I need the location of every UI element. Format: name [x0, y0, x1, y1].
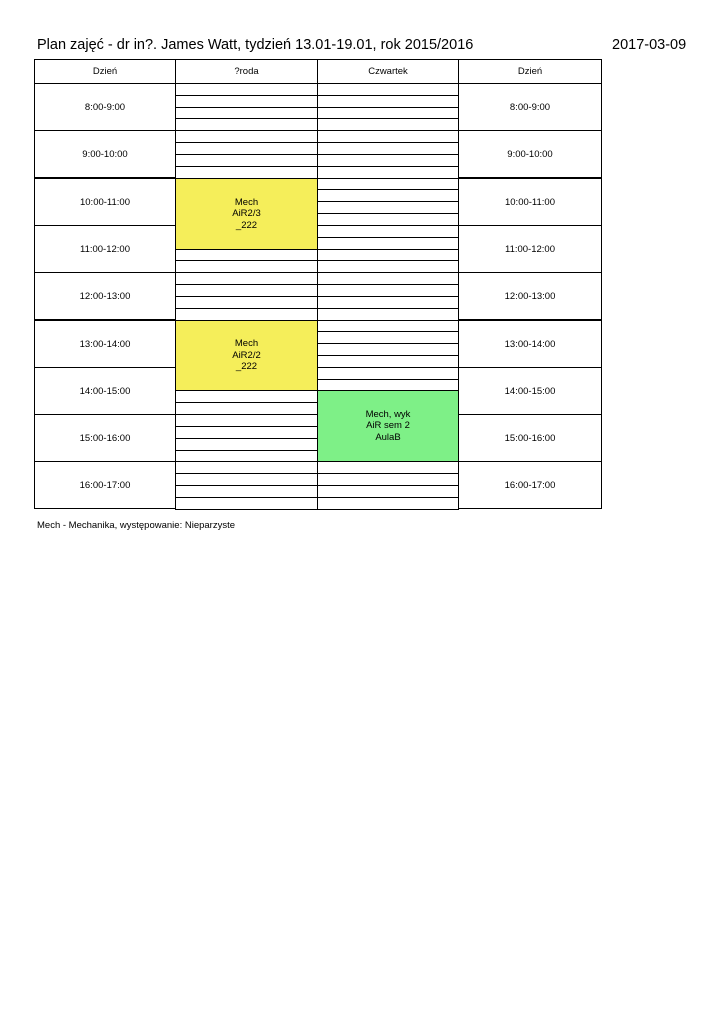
time-cell: 14:00-15:00 — [458, 367, 602, 415]
column-header: Dzień — [458, 59, 602, 84]
slot-line — [318, 355, 458, 356]
time-cell: 13:00-14:00 — [34, 320, 176, 368]
time-cell: 11:00-12:00 — [34, 225, 176, 273]
slot-line — [318, 142, 458, 143]
event-line: AiR sem 2 — [366, 420, 410, 432]
time-cell: 13:00-14:00 — [458, 320, 602, 368]
event-line: _222 — [235, 219, 258, 231]
slot-line — [318, 154, 458, 155]
class-event[interactable] — [175, 320, 318, 391]
slot-line — [176, 485, 317, 486]
legend-note: Mech - Mechanika, występowanie: Nieparzyste — [37, 520, 236, 531]
slot-line — [318, 343, 458, 344]
event-line: AiR2/2 — [232, 349, 261, 361]
slot-line — [318, 296, 458, 297]
column-header: Czwartek — [317, 59, 459, 84]
slot-line — [318, 237, 458, 238]
class-event[interactable] — [175, 178, 318, 250]
time-cell: 15:00-16:00 — [458, 414, 602, 462]
slot-line — [176, 166, 317, 167]
slot-line — [318, 272, 458, 273]
slot-line — [318, 249, 458, 250]
time-cell: 10:00-11:00 — [34, 178, 176, 226]
slot-line — [318, 473, 458, 474]
event-line: Mech — [234, 338, 259, 350]
slot-line — [318, 201, 458, 202]
slot-line — [176, 414, 317, 415]
slot-line — [176, 260, 317, 261]
event-line: Mech, wyk — [365, 408, 411, 420]
slot-line — [176, 107, 317, 108]
time-cell: 8:00-9:00 — [34, 83, 176, 131]
timetable-grid — [34, 59, 601, 509]
slot-line — [318, 497, 458, 498]
page-title: Plan zajęć - dr in?. James Watt, tydzień 13.01-19.01, rok 2015/2016 — [37, 37, 474, 53]
time-cell: 15:00-16:00 — [34, 414, 176, 462]
time-cell: 9:00-10:00 — [458, 130, 602, 178]
slot-line — [176, 426, 317, 427]
time-cell: 16:00-17:00 — [458, 461, 602, 509]
slot-line — [176, 450, 317, 451]
slot-line — [318, 379, 458, 380]
event-line: AiR2/3 — [232, 208, 261, 220]
slot-line — [176, 438, 317, 439]
day-column — [175, 83, 318, 510]
slot-line — [318, 118, 458, 119]
slot-line — [176, 95, 317, 96]
slot-line — [176, 461, 317, 462]
print-date: 2017-03-09 — [612, 37, 687, 53]
slot-line — [318, 95, 458, 96]
time-cell: 9:00-10:00 — [34, 130, 176, 178]
column-header: ?roda — [175, 59, 318, 84]
slot-line — [176, 272, 317, 273]
slot-line — [176, 154, 317, 155]
time-cell: 11:00-12:00 — [458, 225, 602, 273]
slot-line — [176, 142, 317, 143]
slot-line — [318, 178, 458, 179]
slot-line — [318, 485, 458, 486]
slot-line — [318, 189, 458, 190]
time-cell: 8:00-9:00 — [458, 83, 602, 131]
event-line: _222 — [235, 361, 258, 373]
time-cell: 16:00-17:00 — [34, 461, 176, 509]
slot-line — [176, 118, 317, 119]
slot-line — [318, 107, 458, 108]
slot-line — [318, 166, 458, 167]
slot-line — [176, 296, 317, 297]
slot-line — [318, 284, 458, 285]
slot-line — [318, 308, 458, 309]
slot-line — [176, 284, 317, 285]
slot-line — [176, 130, 317, 131]
slot-line — [318, 130, 458, 131]
column-header: Dzień — [34, 59, 176, 84]
slot-line — [176, 308, 317, 309]
slot-line — [176, 497, 317, 498]
time-cell: 12:00-13:00 — [458, 272, 602, 320]
slot-line — [318, 213, 458, 214]
slot-line — [176, 473, 317, 474]
time-cell: 14:00-15:00 — [34, 367, 176, 415]
slot-line — [318, 367, 458, 368]
slot-line — [318, 320, 458, 321]
time-cell: 10:00-11:00 — [458, 178, 602, 226]
event-line: Mech — [234, 196, 259, 208]
slot-line — [318, 331, 458, 332]
class-event[interactable] — [317, 390, 459, 462]
slot-line — [176, 402, 317, 403]
slot-line — [318, 225, 458, 226]
time-cell: 12:00-13:00 — [34, 272, 176, 320]
event-line: AulaB — [375, 431, 401, 443]
slot-line — [318, 260, 458, 261]
